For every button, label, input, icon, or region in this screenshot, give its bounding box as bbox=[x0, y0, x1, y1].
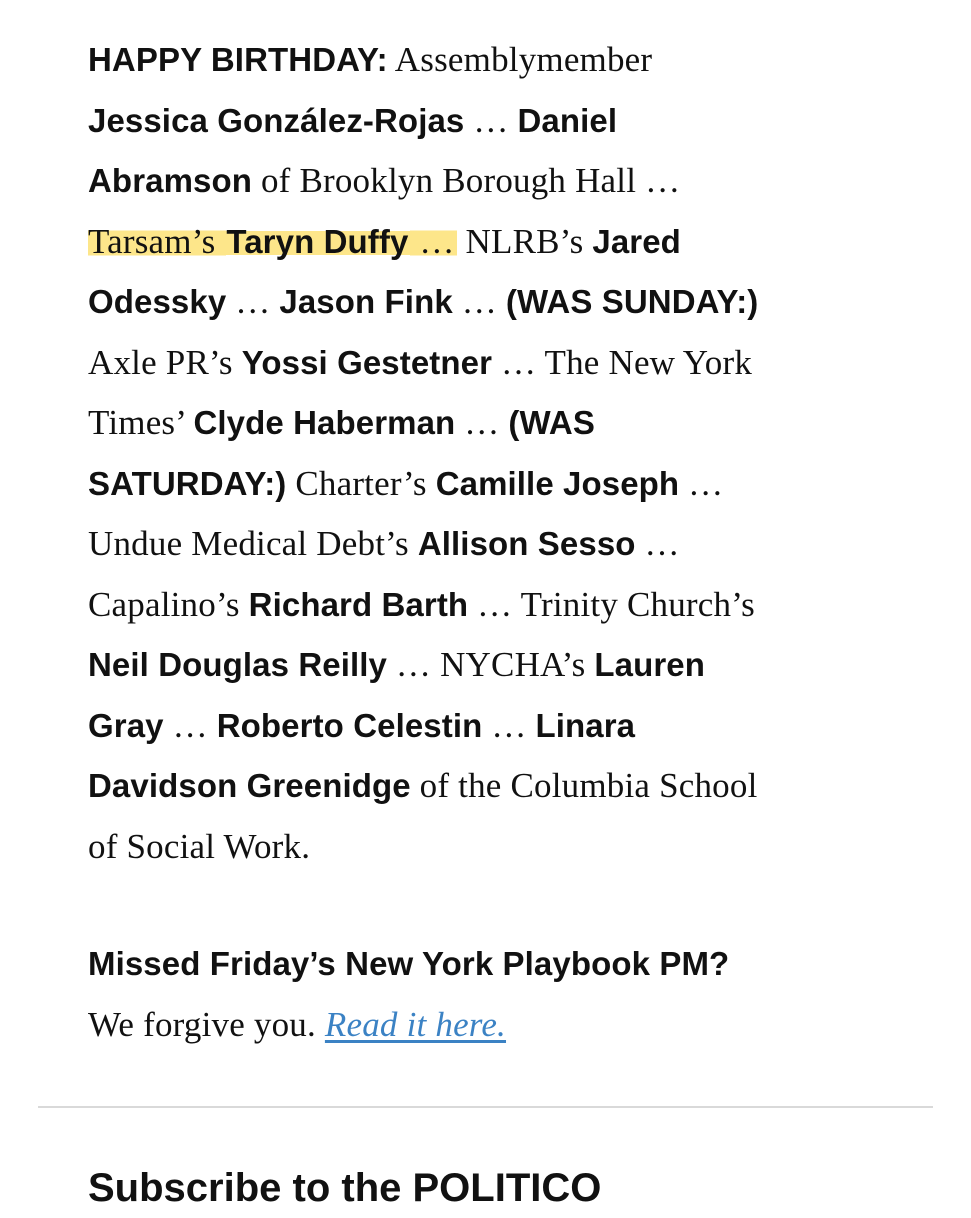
birthday-name: HAPPY BIRTHDAY: bbox=[88, 41, 388, 78]
birthday-name: (WAS bbox=[508, 404, 595, 441]
birthday-text: Charter’s bbox=[286, 463, 436, 503]
birthday-text: Axle PR’s bbox=[88, 342, 242, 382]
birthday-name: SATURDAY:) bbox=[88, 464, 287, 502]
paragraph-spacer bbox=[88, 877, 888, 934]
birthday-name: Davidson Greenidge bbox=[88, 767, 411, 804]
birthday-text: NLRB’s bbox=[456, 221, 593, 261]
birthday-text: … bbox=[679, 463, 724, 503]
newsletter-body bbox=[88, 30, 888, 1055]
birthday-text: … bbox=[482, 705, 536, 745]
birthday-line bbox=[88, 393, 888, 454]
birthday-text: … bbox=[410, 221, 455, 261]
missed-heading-line bbox=[88, 934, 888, 995]
birthday-line bbox=[88, 756, 888, 817]
birthday-text: … bbox=[455, 403, 509, 442]
birthday-text: of the Columbia School bbox=[410, 766, 758, 805]
birthday-name: Odessky bbox=[88, 283, 227, 320]
birthday-name: Neil Douglas Reilly bbox=[88, 646, 387, 683]
birthday-text: … bbox=[635, 524, 680, 563]
birthday-line bbox=[88, 575, 888, 636]
birthday-text: … NYCHA’s bbox=[386, 645, 595, 684]
birthday-name: Daniel bbox=[517, 101, 618, 139]
birthday-name: Clyde Haberman bbox=[193, 404, 456, 441]
birthday-text: Assemblymember bbox=[387, 40, 653, 79]
birthday-text: … bbox=[452, 282, 506, 321]
birthday-line bbox=[88, 333, 888, 394]
birthday-text: … bbox=[464, 100, 518, 140]
subscribe-heading: Subscribe to the POLITICO bbox=[88, 1166, 602, 1210]
section-divider bbox=[38, 1106, 933, 1108]
birthday-line bbox=[88, 272, 888, 333]
birthday-text: Tarsam’s bbox=[88, 221, 225, 261]
birthday-name: Yossi Gestetner bbox=[241, 343, 493, 381]
missed-text-line bbox=[88, 995, 888, 1056]
birthday-text: of Social Work. bbox=[88, 826, 311, 866]
birthday-text: … bbox=[226, 282, 280, 321]
birthday-line bbox=[88, 817, 888, 878]
birthday-name: Gray bbox=[88, 706, 164, 744]
birthday-text: Times’ bbox=[88, 403, 194, 442]
read-it-here-link[interactable]: Read it here. bbox=[324, 1004, 507, 1044]
birthday-name: Richard Barth bbox=[248, 585, 469, 623]
birthday-line bbox=[88, 151, 888, 212]
birthday-name: Jared bbox=[592, 222, 681, 260]
birthday-name: Abramson bbox=[88, 162, 252, 199]
birthday-name: Jason Fink bbox=[279, 283, 453, 320]
birthday-text: … bbox=[163, 705, 217, 745]
missed-playbook-paragraph bbox=[88, 934, 888, 1055]
birthday-paragraph bbox=[88, 30, 888, 877]
birthday-line bbox=[88, 514, 888, 575]
birthday-line bbox=[88, 212, 888, 273]
birthday-name: Jessica González-Rojas bbox=[88, 101, 465, 139]
missed-heading: Missed Friday’s New York Playbook PM? bbox=[88, 945, 730, 982]
birthday-name: Taryn Duffy bbox=[226, 222, 409, 260]
birthday-name: Lauren bbox=[594, 646, 705, 683]
birthday-name: Roberto Celestin bbox=[216, 706, 483, 744]
birthday-line bbox=[88, 635, 888, 696]
birthday-name: Camille Joseph bbox=[435, 464, 680, 502]
birthday-line bbox=[88, 91, 888, 152]
missed-text: We forgive you. bbox=[88, 1004, 325, 1044]
birthday-text: … Trinity Church’s bbox=[468, 584, 755, 624]
birthday-line bbox=[88, 30, 888, 91]
birthday-text: … The New York bbox=[492, 342, 753, 382]
birthday-name: Allison Sesso bbox=[417, 525, 636, 562]
birthday-text: Capalino’s bbox=[88, 584, 249, 624]
birthday-line bbox=[88, 696, 888, 757]
birthday-name: (WAS SUNDAY:) bbox=[505, 283, 759, 320]
birthday-text: Undue Medical Debt’s bbox=[88, 524, 418, 563]
birthday-line bbox=[88, 454, 888, 515]
birthday-name: Linara bbox=[535, 706, 636, 744]
birthday-text: of Brooklyn Borough Hall … bbox=[252, 161, 681, 200]
